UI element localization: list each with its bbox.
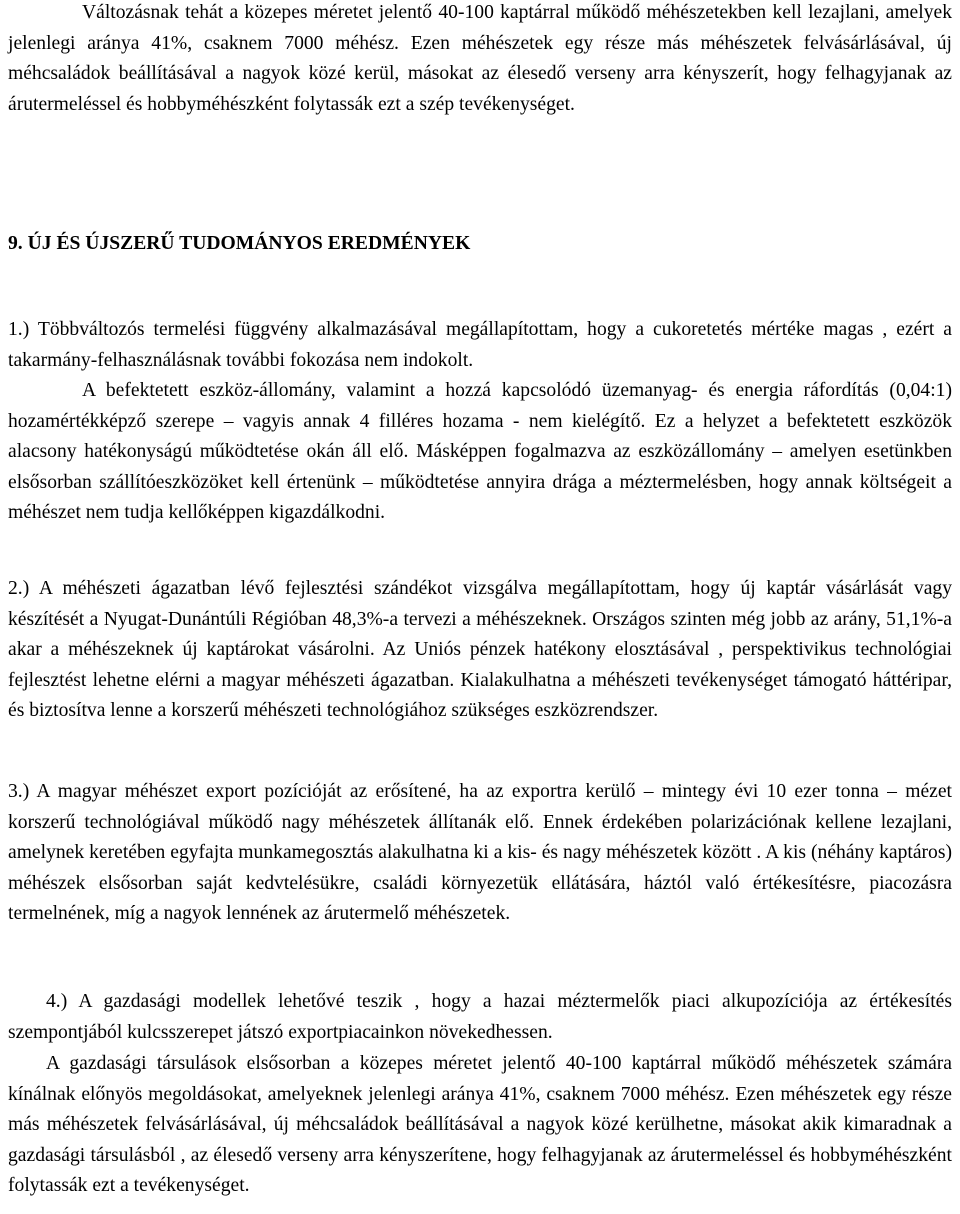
- result-1-paragraph: 1.) Többváltozós termelési függvény alkalmazásával megállapítottam, hogy a cukoretetés mértéke magas , ezért a takarmány-felhasználásnak további fokozása nem indokolt.: [8, 319, 952, 371]
- intro-paragraph: Változásnak tehát a közepes méretet jelentő 40-100 kaptárral működő méhészetekben kell lezajlani, amelyek jelenlegi aránya 41%, csaknem 7000 méhész. Ezen méhészetek egy része más méhészetek felvásárlásával, új méhcsaládok beállításával a nagyok közé kerül, másokat az élesedő verseny arra kényszerít, hogy felhagyjanak az árutermeléssel és hobbyméhészként folytassák ezt a szép tevékenységet.: [8, 2, 952, 115]
- result-4-paragraph: 4.) A gazdasági modellek lehetővé teszik , hogy a hazai méztermelők piaci alkupozíciója az értékesítés szempontjából kulcsszerepet játszó exportpiacainkon növekedhessen.: [8, 991, 952, 1043]
- result-1-continuation-paragraph: A befektetett eszköz-állomány, valamint a hozzá kapcsolódó üzemanyag- és energia ráfordítás (0,04:1) hozamértékképző szerepe – vagyis annak 4 filléres hozama - nem kielégítő. Ez a helyzet a befektetett eszközök alacsony hatékonyságú működtetése okán áll elő. Másképpen fogalmazva az eszközállomány – amelyen esetünkben elsősorban szállítóeszközöket kell értenünk – működtetése annyira drága a méztermelésben, hogy annak költségeit a méhészet nem tudja kellőképpen kigazdálkodni.: [8, 380, 952, 523]
- result-2-paragraph: 2.) A méhészeti ágazatban lévő fejlesztési szándékot vizsgálva megállapítottam, hogy új kaptár vásárlását vagy készítését a Nyugat-Dunántúli Régióban 48,3%-a tervezi a méhészeknek. Országos szinten még jobb az arány, 51,1%-a akar a méhészeknek új kaptárokat vásárolni. Az Uniós pénzek hatékony elosztásával , perspektivikus technológiai fejlesztést lehetne elérni a magyar méhészeti ágazatban. Kialakulhatna a méhészeti tevékenységet támogató háttéripar, és biztosítva lenne a korszerű méhészeti technológiához szükséges eszközrendszer.: [8, 578, 952, 721]
- result-4-continuation-paragraph: A gazdasági társulások elsősorban a közepes méretet jelentő 40-100 kaptárral működő méhészetek számára kínálnak előnyös megoldásokat, amelyeknek jelenlegi aránya 41%, csaknem 7000 méhész. Ezen méhészetek egy része más méhészetek felvásárlásával, új méhcsaládok beállításával a nagyok közé kerülhetne, másokat akik kimaradnak a gazdasági társulásból , az élesedő verseny arra kényszerítene, hogy felhagyjanak az árutermeléssel és hobbyméhészként folytassák ezt a tevékenységet.: [8, 1053, 952, 1196]
- result-3-paragraph: 3.) A magyar méhészet export pozícióját az erősítené, ha az exportra kerülő – mintegy évi 10 ezer tonna – mézet korszerű technológiával működő nagy méhészetek állítanák elő. Ennek érdekében polarizációnak kellene lezajlani, amelynek keretében egyfajta munkamegosztás alakulhatna ki a kis- és nagy méhészetek között . A kis (néhány kaptáros) méhészek elsősorban saját kedvtelésükre, családi környezetük ellátására, háztól való értékesítésre, piacozásra termelnének, míg a nagyok lennének az árutermelő méhészetek.: [8, 781, 952, 924]
- section-heading: 9. ÚJ ÉS ÚJSZERŰ TUDOMÁNYOS EREDMÉNYEK: [8, 233, 471, 254]
